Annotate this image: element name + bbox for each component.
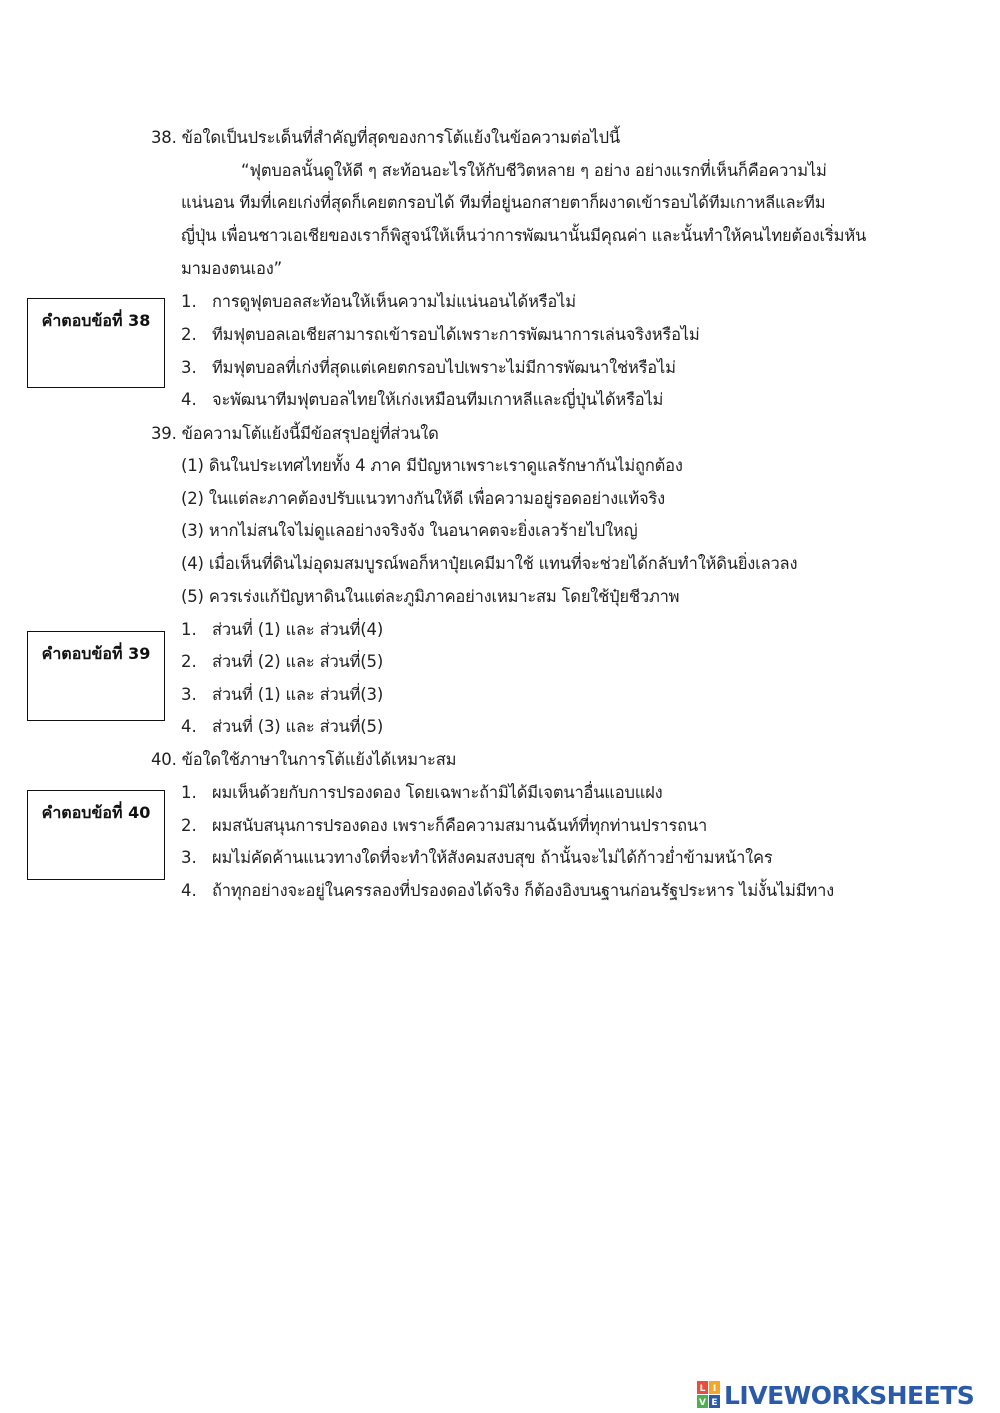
- q38-option-1-number: 1.: [181, 292, 197, 311]
- q39-option-3: ส่วนที่ (1) และ ส่วนที่(3): [212, 685, 384, 704]
- q38-passage-line: มามองตนเอง”: [181, 259, 282, 278]
- answer-label-39: คำตอบข้อที่ 39: [41, 644, 151, 663]
- q39-option-3-number: 3.: [181, 685, 197, 704]
- q38-option-2: ทีมฟุตบอลเอเชียสามารถเข้ารอบได้เพราะการพัฒนาการเล่นจริงหรือไม่: [212, 325, 700, 344]
- liveworksheets-logo-text: LIVEWORKSHEETS: [724, 1380, 975, 1410]
- answer-input-38[interactable]: [36, 337, 156, 379]
- svg-text:E: E: [711, 1398, 718, 1408]
- q38-option-4-number: 4.: [181, 390, 197, 409]
- svg-text:L: L: [699, 1384, 706, 1394]
- liveworksheets-logo: [697, 1378, 974, 1412]
- q38-passage-line: “ฟุตบอลนั้นดูให้ดี ๆ สะท้อนอะไรให้กับชีวิตหลาย ๆ อย่าง อย่างแรกที่เห็นก็คือความไม่: [241, 161, 827, 180]
- q39-option-2-number: 2.: [181, 652, 197, 671]
- q39-part-4: (4) เมื่อเห็นที่ดินไม่อุดมสมบูรณ์พอก็หาปุ๋ยเคมีมาใช้ แทนที่จะช่วยได้กลับทำให้ดินยิ่งเลวลง: [181, 554, 798, 573]
- answer-input-39[interactable]: [36, 670, 156, 712]
- q39-part-2: (2) ในแต่ละภาคต้องปรับแนวทางกันให้ดี เพื่อความอยู่รอดอย่างแท้จริง: [181, 489, 666, 508]
- q38-option-2-number: 2.: [181, 325, 197, 344]
- q40-option-2-number: 2.: [181, 816, 197, 835]
- q38-option-3: ทีมฟุตบอลที่เก่งที่สุดแต่เคยตกรอบไปเพราะไม่มีการพัฒนาใช่หรือไม่: [212, 358, 676, 377]
- q39-part-3: (3) หากไม่สนใจไม่ดูแลอย่างจริงจัง ในอนาคตจะยิ่งเลวร้ายไปใหญ่: [181, 521, 638, 540]
- q39-option-4: ส่วนที่ (3) และ ส่วนที่(5): [212, 717, 384, 736]
- svg-text:V: V: [699, 1398, 706, 1408]
- q38-option-3-number: 3.: [181, 358, 197, 377]
- q38-option-1: การดูฟุตบอลสะท้อนให้เห็นความไม่แน่นอนได้หรือไม่: [212, 292, 576, 311]
- answer-box-38[interactable]: [27, 298, 165, 388]
- answer-label-38: คำตอบข้อที่ 38: [41, 311, 151, 330]
- q40-option-3: ผมไม่คัดค้านแนวทางใดที่จะทำให้สังคมสงบสุข ถ้านั้นจะไม่ได้ก้าวย่ำข้ามหน้าใคร: [212, 848, 773, 867]
- q40-option-4: ถ้าทุกอย่างจะอยู่ในครรลองที่ปรองดองได้จริง ก็ต้องอิงบนฐานก่อนรัฐประหาร ไม่งั้นไม่มีทาง: [212, 881, 835, 900]
- q39-option-1-number: 1.: [181, 620, 197, 639]
- q39-option-1: ส่วนที่ (1) และ ส่วนที่(4): [212, 620, 384, 639]
- q38-passage-line: แน่นอน ทีมที่เคยเก่งที่สุดก็เคยตกรอบได้ ทีมที่อยู่นอกสายตาก็ผงาดเข้ารอบได้ทีมเกาหลีและทีม: [181, 193, 826, 212]
- question-39-text: 39. ข้อความโต้แย้งนี้มีข้อสรุปอยู่ที่ส่วนใด: [151, 424, 439, 443]
- q40-option-3-number: 3.: [181, 848, 197, 867]
- answer-box-40[interactable]: [27, 790, 165, 880]
- q40-option-1-number: 1.: [181, 783, 197, 802]
- svg-text:I: I: [712, 1384, 717, 1394]
- q38-option-4: จะพัฒนาทีมฟุตบอลไทยให้เก่งเหมือนทีมเกาหลีและญี่ปุ่นได้หรือไม่: [212, 390, 664, 409]
- liveworksheets-logo-icon: [697, 1381, 721, 1409]
- q39-option-4-number: 4.: [181, 717, 197, 736]
- q40-option-2: ผมสนับสนุนการปรองดอง เพราะก็คือความสมานฉันท์ที่ทุกท่านปรารถนา: [212, 816, 708, 835]
- question-38-text: 38. ข้อใดเป็นประเด็นที่สำคัญที่สุดของการโต้แย้งในข้อความต่อไปนี้: [151, 128, 620, 147]
- q40-option-1: ผมเห็นด้วยกับการปรองดอง โดยเฉพาะถ้ามิได้มีเจตนาอื่นแอบแฝง: [212, 783, 663, 802]
- answer-label-40: คำตอบข้อที่ 40: [41, 803, 151, 822]
- q39-option-2: ส่วนที่ (2) และ ส่วนที่(5): [212, 652, 384, 671]
- answer-input-40[interactable]: [36, 829, 156, 871]
- q39-part-1: (1) ดินในประเทศไทยทั้ง 4 ภาค มีปัญหาเพราะเราดูแลรักษากันไม่ถูกต้อง: [181, 456, 683, 475]
- answer-box-39[interactable]: [27, 631, 165, 721]
- q39-part-5: (5) ควรเร่งแก้ปัญหาดินในแต่ละภูมิภาคอย่างเหมาะสม โดยใช้ปุ๋ยชีวภาพ: [181, 587, 680, 606]
- question-40-text: 40. ข้อใดใช้ภาษาในการโต้แย้งได้เหมาะสม: [151, 750, 457, 769]
- q38-passage-line: ญี่ปุ่น เพื่อนชาวเอเชียของเราก็พิสูจน์ให้เห็นว่าการพัฒนานั้นมีคุณค่า และนั้นทำให้คนไทยต้องเริ่มหัน: [181, 226, 867, 245]
- q40-option-4-number: 4.: [181, 881, 197, 900]
